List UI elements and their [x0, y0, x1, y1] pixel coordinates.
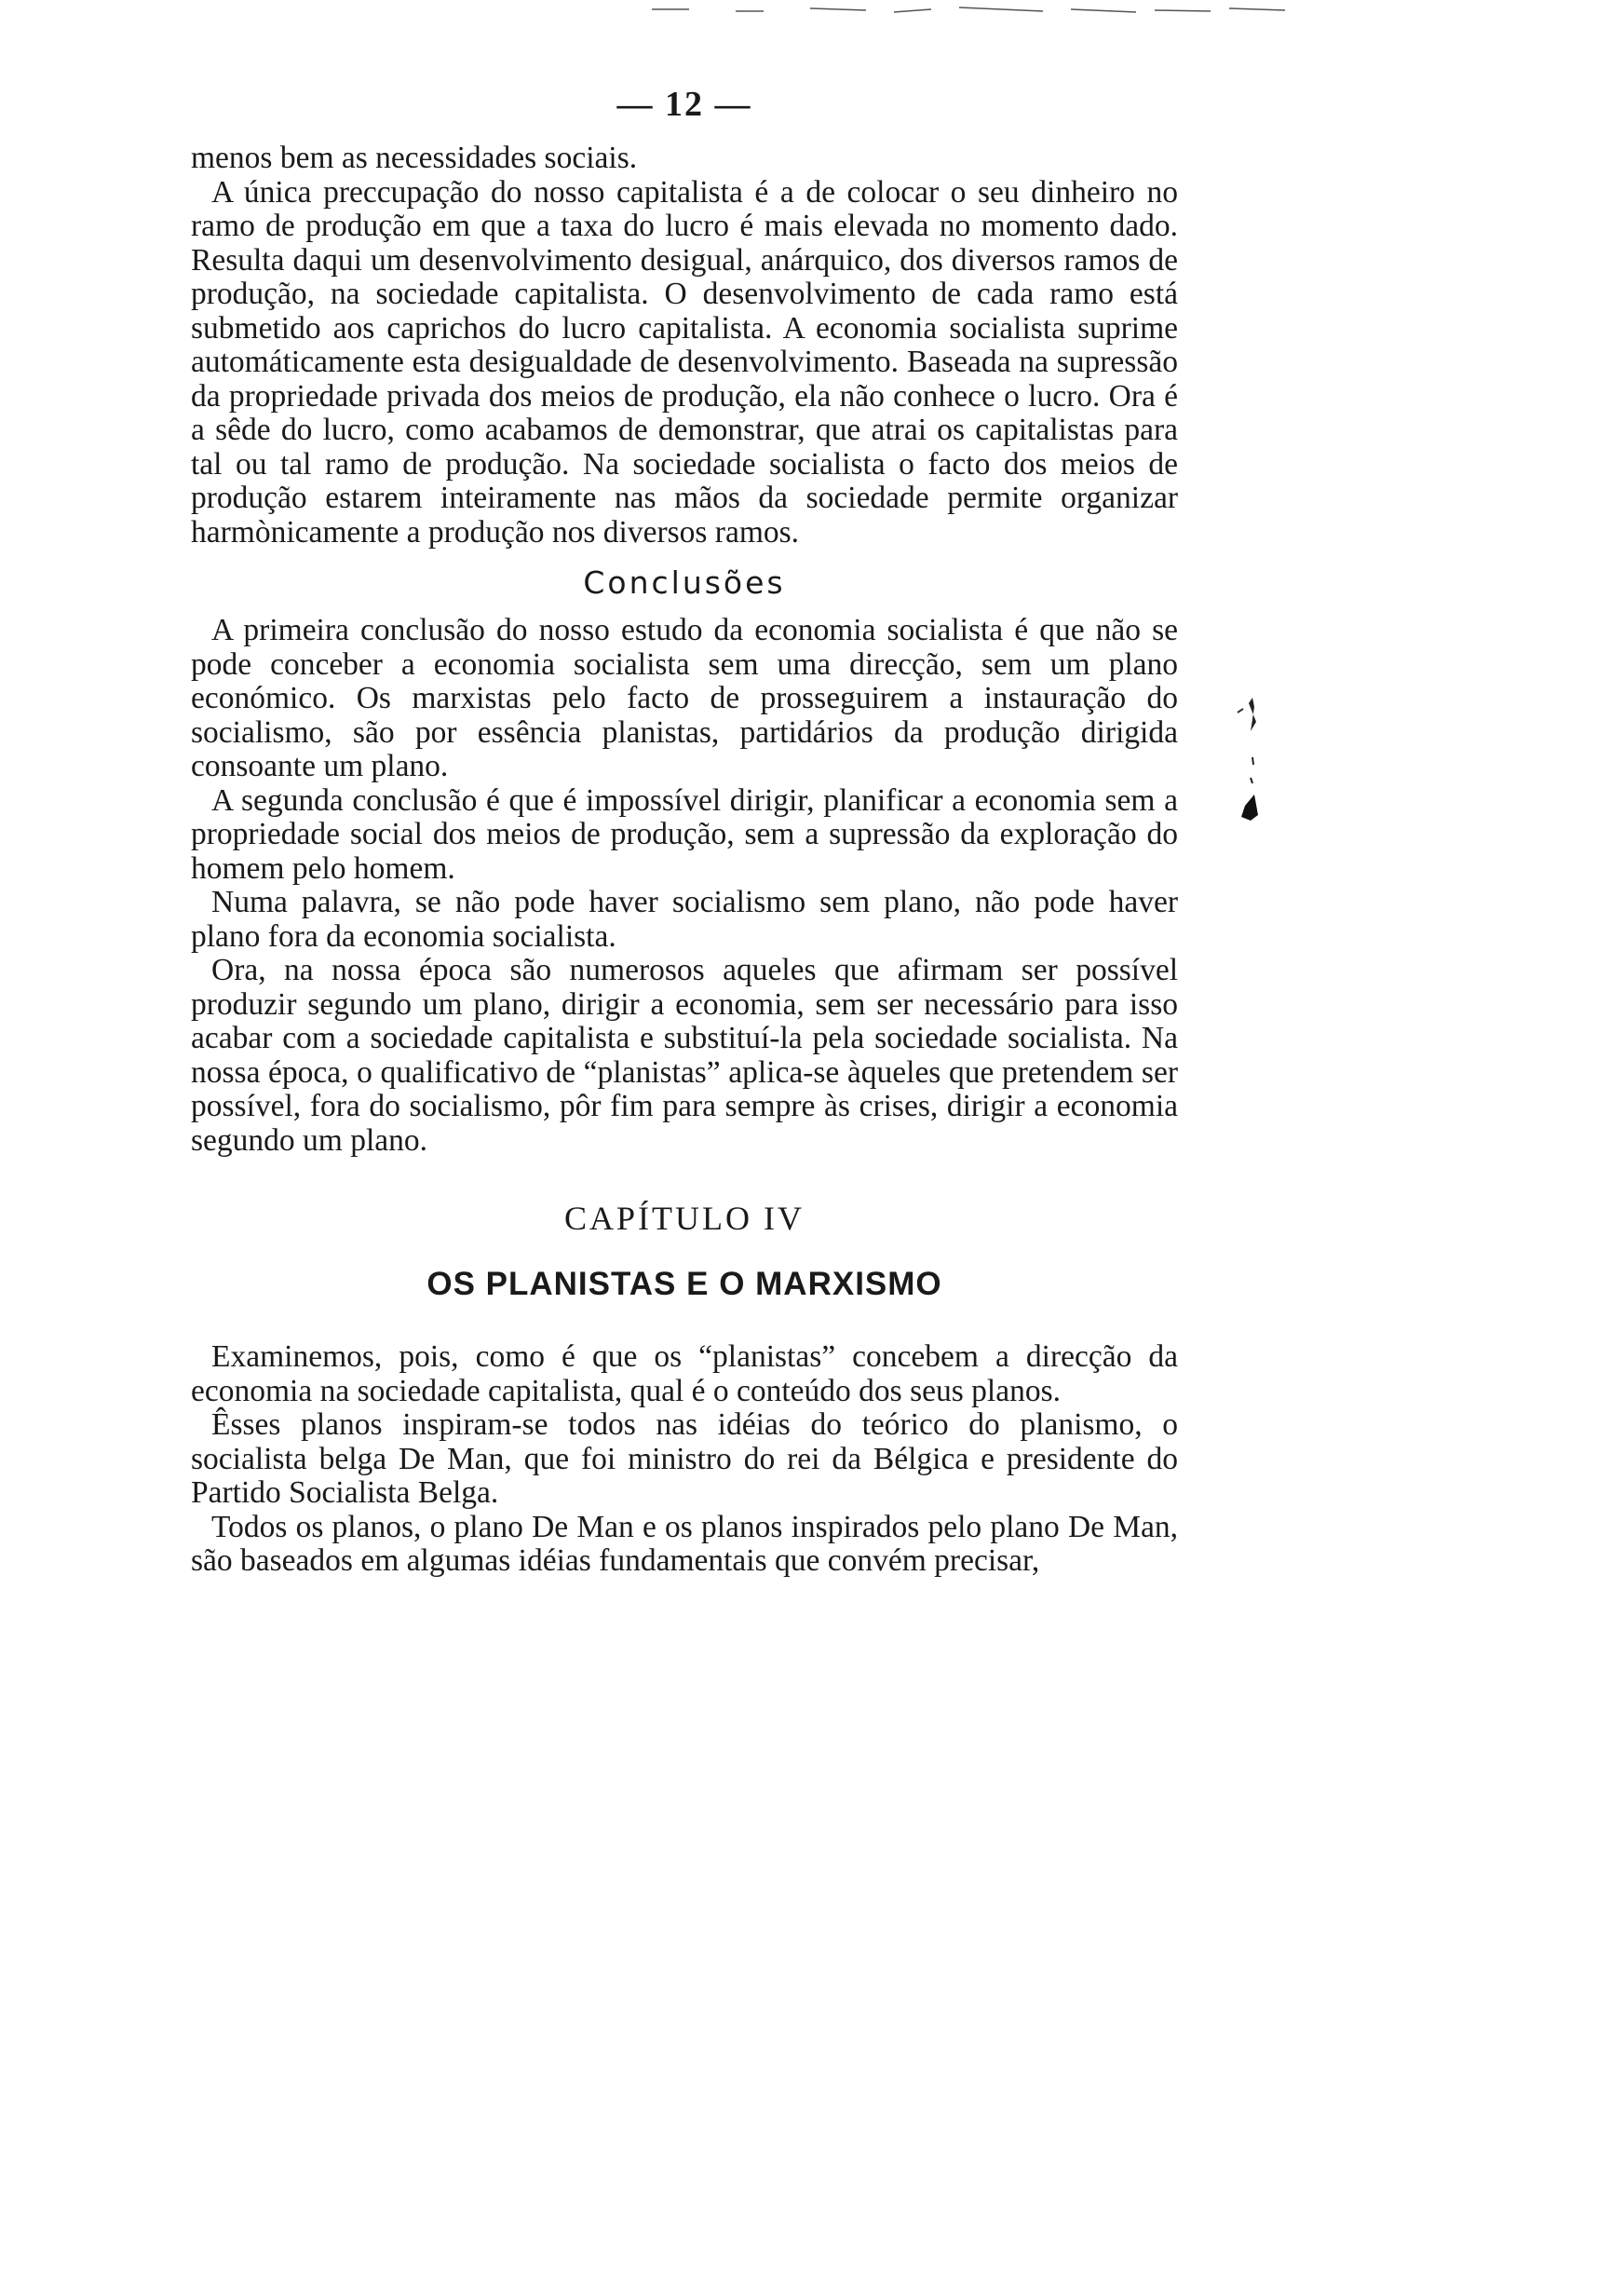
paragraph-top-2: A única preccupação do nosso capitalista é a de colocar o seu dinheiro no ramo de produção em que a taxa do lucro é mais elevada no momento dado. Resulta daqui um desenvolvimento desigual, anárquico, dos diversos ramos de produção, na sociedade capitalista. O desenvolvimento de cada ramo está submetido aos caprichos do lucro capitalista. A economia socialista suprime automáticamente esta desigualdade de desenvolvimento. Baseada na supressão da propriedade privada dos meios de produção, ela não conhece o lucro. Ora é a sêde do lucro, como acabamos de demonstrar, que atrai os capitalistas para tal ou tal ramo de produção. Na sociedade socialista o facto dos meios de produção estarem inteiramente nas mãos da sociedade permite organizar harmònicamente a produção nos diversos ramos. [191, 174, 1178, 550]
paragraph-chapter-3: Todos os planos, o plano De Man e os planos inspirados pelo plano De Man, são baseados em algumas idéias fundamentais que convém precisar, [191, 1509, 1178, 1578]
scan-artifact-top [652, 4, 1285, 17]
chapter-label: CAPÍTULO IV [564, 1200, 805, 1237]
paragraph-conclusion-2: A segunda conclusão é que é impossível dirigir, planificar a economia sem a propriedade social dos meios de produção, sem a supressão da exploração do homem pelo homem. [191, 782, 1178, 886]
paragraph-conclusion-4: Ora, na nossa época são numerosos aqueles que afirmam ser possível produzir segundo um plano, dirigir a economia, sem ser necessário para isso acabar com a sociedade capitalista e substituí-la pela sociedade socialista. Na nossa época, o qualificativo de “planistas” aplica-se àqueles que pretendem ser possível, fora do socialismo, pôr fim para sempre às crises, dirigir a economia segundo um plano. [191, 953, 1178, 1158]
document-page [191, 56, 1178, 1579]
margin-ink-marks [1234, 694, 1271, 862]
page-number: — 12 — [616, 85, 752, 124]
paragraph-conclusion-3: Numa palavra, se não pode haver socialismo sem plano, não pode haver plano fora da economia socialista. [191, 885, 1178, 954]
paragraph-chapter-1: Examinemos, pois, como é que os “planistas” concebem a direcção da economia na sociedade capitalista, qual é o conteúdo dos seus planos. [191, 1339, 1178, 1408]
chapter-title: OS PLANISTAS E O MARXISMO [426, 1266, 942, 1302]
paragraph-conclusion-1: A primeira conclusão do nosso estudo da economia socialista é que não se pode conceber a economia socialista sem uma direcção, sem um plano económico. Os marxistas pelo facto de prosseguirem a instauração do socialismo, são por essência planistas, partidários da produção dirigida consoante um plano. [191, 613, 1178, 783]
paragraph-chapter-2: Êsses planos inspiram-se todos nas idéias do teórico do planismo, o socialista belga De Man, que foi ministro do rei da Bélgica e presidente do Partido Socialista Belga. [191, 1407, 1178, 1510]
section-title-conclusoes: Conclusões [583, 564, 786, 601]
paragraph-top-1: menos bem as necessidades sociais. [191, 141, 638, 175]
